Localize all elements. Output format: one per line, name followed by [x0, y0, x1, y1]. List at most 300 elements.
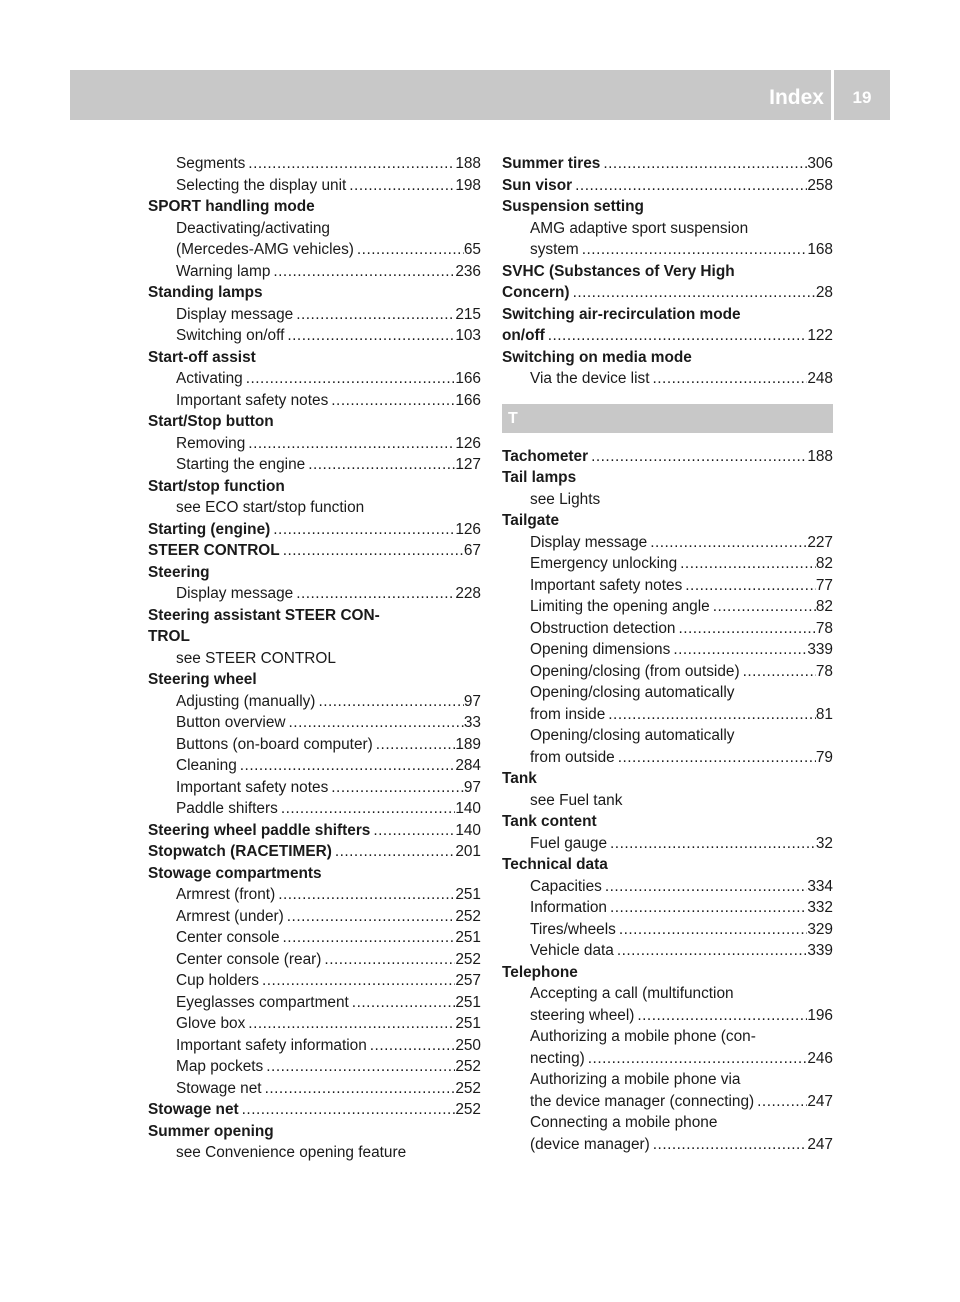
page-header	[70, 70, 890, 120]
entry-page-number: 236	[455, 262, 481, 280]
entry-label: Selecting the display unit	[176, 176, 347, 194]
index-entry	[148, 798, 481, 820]
index-entry	[148, 583, 481, 605]
dot-leader	[710, 596, 816, 618]
entry-label: Display message	[176, 585, 294, 602]
entry-label: see Fuel tank	[530, 791, 623, 809]
entry-label: AMG adaptive sport suspension	[530, 219, 749, 237]
index-entry	[502, 282, 833, 304]
entry-label: Cup holders	[176, 972, 259, 989]
index-heading	[502, 1069, 833, 1091]
entry-label: SVHC (Substances of Very High	[502, 262, 735, 280]
index-entry	[502, 1048, 833, 1070]
index-heading	[502, 196, 833, 218]
entry-page-number: 188	[807, 447, 833, 465]
index-entry	[148, 540, 481, 562]
index-heading	[502, 854, 833, 876]
entry-label: Display message	[530, 533, 648, 551]
entry-page-number: 126	[455, 434, 481, 452]
entry-label: Emergency unlocking	[530, 555, 678, 572]
index-entry	[148, 454, 481, 476]
index-heading	[502, 467, 833, 489]
index-entry	[148, 884, 481, 906]
entry-label: Switching air-recirculation mode	[502, 305, 741, 323]
index-entry	[148, 390, 481, 412]
entry-label: Buttons (on-board computer)	[176, 735, 373, 753]
index-entry	[502, 175, 833, 197]
entry-label: Warning lamp	[176, 262, 271, 280]
index-entry	[502, 553, 833, 575]
entry-label: Sun visor	[502, 176, 573, 194]
entry-label: Armrest (under)	[176, 907, 284, 925]
index-entry	[502, 1134, 833, 1156]
entry-label: Start/Stop button	[148, 413, 274, 430]
index-heading	[502, 983, 833, 1005]
entry-page-number: 79	[815, 748, 833, 766]
index-entry	[148, 820, 481, 842]
entry-label: TROL	[148, 628, 190, 645]
entry-label: see Convenience opening feature	[176, 1144, 407, 1161]
entry-label: Tailgate	[502, 512, 560, 529]
index-heading	[502, 768, 833, 790]
index-entry	[148, 949, 481, 971]
index-heading	[148, 1121, 481, 1143]
dot-leader	[286, 712, 464, 734]
entry-label: Stowage compartments	[148, 864, 322, 882]
entry-page-number: 32	[815, 834, 833, 852]
entry-page-number: 247	[807, 1135, 833, 1153]
index-entry	[148, 1035, 481, 1057]
index-entry	[148, 712, 481, 734]
dot-leader	[647, 532, 807, 554]
entry-label: Tank content	[502, 813, 597, 830]
entry-page-number: 140	[455, 800, 481, 817]
index-heading	[148, 218, 481, 240]
index-heading	[148, 196, 481, 218]
dot-leader	[315, 691, 463, 713]
entry-page-number: 252	[455, 1058, 481, 1075]
entry-label: Tank	[502, 770, 537, 787]
entry-label: Connecting a mobile phone	[530, 1114, 718, 1131]
index-entry	[148, 261, 481, 283]
dot-leader	[270, 519, 455, 541]
entry-page-number: 339	[807, 641, 833, 658]
index-heading	[502, 790, 833, 812]
index-heading	[148, 497, 481, 519]
entry-label: Steering wheel	[148, 671, 257, 688]
index-entry	[502, 575, 833, 597]
index-heading	[148, 282, 481, 304]
entry-page-number: 28	[815, 284, 833, 301]
dot-leader	[328, 777, 464, 799]
entry-label: Switching on media mode	[502, 348, 692, 366]
dot-leader	[280, 927, 456, 949]
entry-page-number: 246	[807, 1049, 833, 1067]
entry-label: (device manager)	[530, 1135, 650, 1153]
dot-leader	[615, 747, 816, 769]
entry-label: Tail lamps	[502, 469, 577, 486]
entry-label: system	[530, 241, 579, 258]
entry-page-number: 67	[463, 542, 481, 559]
entry-label: Authorizing a mobile phone via	[530, 1071, 741, 1088]
entry-label: necting)	[530, 1049, 585, 1067]
index-entry	[148, 304, 481, 326]
dot-leader	[305, 454, 455, 476]
entry-label: STEER CONTROL	[148, 542, 280, 559]
index-entry	[502, 833, 833, 855]
index-entry	[148, 927, 481, 949]
index-group-t	[502, 446, 833, 1156]
entry-page-number: 252	[455, 1101, 481, 1118]
index-entry	[148, 970, 481, 992]
entry-label: (Mercedes-AMG vehicles)	[176, 241, 354, 258]
index-entry	[148, 153, 481, 175]
dot-leader	[284, 906, 456, 928]
entry-label: steering wheel)	[530, 1006, 635, 1024]
entry-page-number: 126	[455, 520, 481, 538]
entry-page-number: 251	[455, 1015, 481, 1032]
entry-label: Cleaning	[176, 757, 237, 774]
entry-page-number: 189	[455, 735, 481, 753]
entry-label: Starting (engine)	[148, 520, 271, 538]
entry-label: Armrest (front)	[176, 886, 276, 903]
entry-page-number: 188	[455, 155, 481, 172]
entry-page-number: 78	[815, 619, 833, 637]
entry-label: Vehicle data	[530, 942, 614, 959]
entry-page-number: 227	[807, 533, 833, 551]
index-entry	[148, 433, 481, 455]
entry-label: Important safety notes	[176, 778, 329, 796]
entry-page-number: 247	[807, 1092, 833, 1110]
dot-leader	[634, 1005, 807, 1027]
index-heading	[148, 863, 481, 885]
entry-label: Map pockets	[176, 1058, 264, 1075]
index-entry	[148, 368, 481, 390]
entry-label: Important safety notes	[530, 576, 683, 594]
index-entry	[148, 519, 481, 541]
index-heading	[502, 261, 833, 283]
entry-page-number: 251	[455, 886, 481, 903]
dot-leader	[616, 919, 807, 941]
index-heading	[502, 510, 833, 532]
entry-page-number: 33	[463, 714, 481, 731]
index-heading	[502, 1112, 833, 1134]
index-entry	[502, 1091, 833, 1113]
entry-label: Display message	[176, 305, 294, 323]
entry-label: Paddle shifters	[176, 800, 278, 817]
index-entry	[502, 639, 833, 661]
index-entry	[148, 325, 481, 347]
entry-page-number: 215	[455, 305, 481, 323]
dot-leader	[328, 390, 455, 412]
entry-label: Center console (rear)	[176, 950, 322, 968]
dot-leader	[263, 1056, 455, 1078]
entry-label: Information	[530, 899, 607, 916]
entry-label: Stowage net	[148, 1101, 239, 1118]
dot-leader	[245, 153, 455, 175]
dot-leader	[370, 820, 455, 842]
section-letter-t: T	[502, 404, 833, 433]
entry-label: Obstruction detection	[530, 619, 676, 637]
entry-label: see STEER CONTROL	[176, 649, 336, 667]
entry-page-number: 257	[455, 972, 481, 989]
section-title: Index	[769, 86, 824, 109]
entry-label: Suspension setting	[502, 198, 644, 215]
dot-leader	[262, 1078, 456, 1100]
entry-page-number: 228	[455, 585, 481, 602]
entry-label: Important safety information	[176, 1036, 367, 1054]
index-entry	[502, 596, 833, 618]
index-heading	[502, 347, 833, 369]
dot-leader	[245, 1013, 455, 1035]
entry-label: the device manager (connecting)	[530, 1092, 755, 1110]
entry-label: Removing	[176, 434, 246, 452]
dot-leader	[754, 1091, 807, 1113]
index-heading	[502, 725, 833, 747]
entry-label: Switching on/off	[176, 327, 285, 344]
index-entry	[502, 153, 833, 175]
index-entry	[148, 777, 481, 799]
entry-label: Start/stop function	[148, 477, 285, 495]
index-heading	[148, 669, 481, 691]
dot-leader	[284, 325, 455, 347]
dot-leader	[237, 755, 456, 777]
entry-label: Activating	[176, 370, 243, 387]
entry-label: Summer tires	[502, 155, 601, 172]
entry-label: Limiting the opening angle	[530, 598, 710, 615]
entry-page-number: 251	[455, 929, 481, 946]
index-heading	[502, 1026, 833, 1048]
dot-leader	[614, 940, 807, 962]
entry-label: Eyeglasses compartment	[176, 993, 349, 1011]
index-entry	[502, 239, 833, 261]
entry-label: Steering	[148, 563, 210, 581]
index-entry	[148, 734, 481, 756]
index-entry	[148, 1078, 481, 1100]
entry-label: Important safety notes	[176, 391, 329, 409]
entry-label: Technical data	[502, 856, 608, 873]
entry-page-number: 82	[815, 598, 833, 615]
entry-label: Standing lamps	[148, 284, 263, 301]
dot-leader	[602, 876, 807, 898]
index-entry	[148, 841, 481, 863]
entry-page-number: 196	[807, 1006, 833, 1024]
entry-label: Opening/closing (from outside)	[530, 662, 740, 680]
index-heading	[148, 476, 481, 498]
entry-page-number: 252	[455, 907, 481, 925]
entry-label: Starting the engine	[176, 456, 306, 473]
dot-leader	[572, 175, 807, 197]
entry-label: Fuel gauge	[530, 834, 608, 852]
index-entry	[148, 992, 481, 1014]
index-entry	[502, 747, 833, 769]
index-entry	[148, 1099, 481, 1121]
entry-page-number: 250	[455, 1036, 481, 1054]
index-heading	[148, 605, 481, 627]
dot-leader	[367, 1035, 456, 1057]
entry-page-number: 77	[815, 576, 833, 594]
page-number: 19	[852, 88, 872, 107]
index-heading	[502, 218, 833, 240]
entry-page-number: 81	[815, 705, 833, 723]
entry-page-number: 248	[807, 370, 833, 387]
entry-label: Tires/wheels	[530, 920, 616, 938]
dot-leader	[293, 583, 455, 605]
index-heading	[148, 648, 481, 670]
dot-leader	[570, 282, 816, 304]
entry-label: Button overview	[176, 714, 286, 731]
entry-page-number: 140	[455, 821, 481, 839]
entry-page-number: 97	[463, 778, 481, 796]
index-entry	[502, 325, 833, 347]
entry-page-number: 334	[807, 877, 833, 895]
entry-label: Opening dimensions	[530, 641, 671, 658]
index-entry	[148, 691, 481, 713]
entry-page-number: 166	[455, 391, 481, 409]
index-entry	[148, 755, 481, 777]
entry-page-number: 103	[455, 327, 481, 344]
dot-leader	[243, 368, 456, 390]
entry-label: Accepting a call (multifunction	[530, 985, 734, 1002]
entry-label: Opening/closing automatically	[530, 684, 735, 701]
index-heading	[502, 682, 833, 704]
dot-leader	[270, 261, 455, 283]
dot-leader	[579, 239, 808, 261]
entry-page-number: 166	[455, 370, 481, 387]
dot-leader	[346, 175, 455, 197]
entry-page-number: 306	[807, 155, 833, 172]
dot-leader	[245, 433, 455, 455]
entry-label: Glove box	[176, 1015, 246, 1032]
index-heading	[502, 489, 833, 511]
entry-label: on/off	[502, 327, 545, 344]
dot-leader	[293, 304, 455, 326]
entry-page-number: 122	[807, 327, 833, 344]
index-entry	[502, 897, 833, 919]
dot-leader	[677, 553, 816, 575]
entry-page-number: 82	[815, 555, 833, 572]
index-heading	[148, 1142, 481, 1164]
dot-leader	[682, 575, 816, 597]
entry-page-number: 251	[455, 993, 481, 1011]
entry-label: Deactivating/activating	[176, 219, 330, 237]
entry-page-number: 329	[807, 920, 833, 938]
index-entry	[148, 1013, 481, 1035]
index-heading	[502, 304, 833, 326]
index-entry	[148, 239, 481, 261]
entry-page-number: 339	[807, 942, 833, 959]
entry-label: Center console	[176, 929, 280, 946]
index-heading	[502, 962, 833, 984]
index-entry	[148, 906, 481, 928]
index-heading	[148, 347, 481, 369]
index-heading	[148, 562, 481, 584]
entry-label: Stowage net	[176, 1079, 262, 1097]
index-entry	[502, 446, 833, 468]
index-group-s	[502, 153, 833, 390]
dot-leader	[373, 734, 456, 756]
entry-page-number: 258	[807, 176, 833, 194]
dot-leader	[280, 540, 464, 562]
dot-leader	[332, 841, 455, 863]
entry-label: from inside	[530, 705, 606, 723]
entry-label: Adjusting (manually)	[176, 692, 316, 710]
entry-label: from outside	[530, 748, 615, 766]
dot-leader	[354, 239, 464, 261]
dot-leader	[650, 1134, 808, 1156]
index-entry	[502, 661, 833, 683]
entry-page-number: 252	[455, 1079, 481, 1097]
index-entry	[502, 940, 833, 962]
entry-page-number: 127	[455, 456, 481, 473]
index-heading	[148, 626, 481, 648]
entry-page-number: 201	[455, 843, 481, 860]
dot-leader	[605, 704, 816, 726]
entry-page-number: 65	[463, 241, 481, 258]
entry-label: Segments	[176, 155, 246, 172]
dot-leader	[588, 446, 807, 468]
dot-leader	[275, 884, 455, 906]
dot-leader	[239, 1099, 456, 1121]
index-entry	[148, 175, 481, 197]
entry-label: Telephone	[502, 963, 578, 981]
entry-page-number: 252	[455, 950, 481, 968]
dot-leader	[349, 992, 456, 1014]
dot-leader	[607, 897, 807, 919]
dot-leader	[607, 833, 816, 855]
index-heading	[502, 811, 833, 833]
index-entry	[148, 1056, 481, 1078]
entry-label: Start-off assist	[148, 348, 256, 366]
entry-label: Via the device list	[530, 370, 650, 387]
index-entry	[502, 704, 833, 726]
index-entry	[502, 919, 833, 941]
entry-page-number: 284	[455, 757, 481, 774]
entry-label: Authorizing a mobile phone (con-	[530, 1028, 756, 1045]
dot-leader	[600, 153, 807, 175]
index-entry	[502, 1005, 833, 1027]
entry-page-number: 97	[463, 692, 481, 710]
entry-label: Capacities	[530, 877, 602, 895]
dot-leader	[675, 618, 815, 640]
entry-page-number: 332	[807, 899, 833, 916]
entry-label: see Lights	[530, 490, 601, 508]
dot-leader	[259, 970, 455, 992]
entry-label: see ECO start/stop function	[176, 499, 365, 516]
entry-label: Stopwatch (RACETIMER)	[148, 843, 332, 860]
dot-leader	[321, 949, 455, 971]
dot-leader	[650, 368, 808, 390]
entry-label: Opening/closing automatically	[530, 727, 735, 744]
index-column-right	[502, 153, 833, 1155]
index-column-left	[148, 153, 481, 1164]
index-heading	[148, 411, 481, 433]
entry-label: Summer opening	[148, 1122, 274, 1140]
entry-label: Tachometer	[502, 447, 589, 465]
index-entry	[502, 368, 833, 390]
dot-leader	[545, 325, 808, 347]
entry-page-number: 78	[815, 662, 833, 680]
dot-leader	[278, 798, 456, 820]
entry-label: Concern)	[502, 284, 570, 301]
entry-label: SPORT handling mode	[148, 198, 315, 215]
dot-leader	[740, 661, 816, 683]
entry-label: Steering assistant STEER CON-	[148, 606, 380, 624]
index-entry	[502, 876, 833, 898]
entry-label: Steering wheel paddle shifters	[148, 821, 371, 839]
dot-leader	[670, 639, 807, 661]
dot-leader	[585, 1048, 808, 1070]
